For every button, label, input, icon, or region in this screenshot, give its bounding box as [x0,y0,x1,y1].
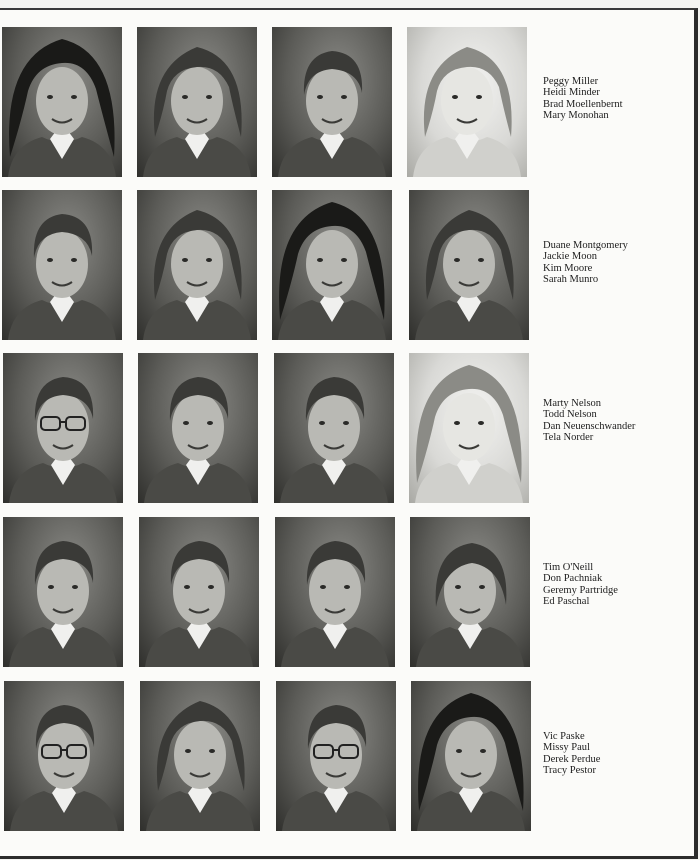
name-caption-list [543,562,688,608]
student-name: Tracy Pestor [543,765,596,777]
student-name: Brad Moellenbernt [543,98,623,110]
student-portrait-photo [275,517,395,667]
portrait-row [0,27,694,179]
student-portrait-photo [410,517,530,667]
student-name: Mary Monohan [543,110,609,122]
student-portrait-photo [274,353,394,503]
student-portrait-photo [409,353,529,503]
student-portrait-photo [137,190,257,340]
student-portrait-photo [407,27,527,177]
student-name: Geremy Partridge [543,584,618,596]
student-name: Marty Nelson [543,398,602,409]
student-portrait-photo [138,353,258,503]
student-name: Tela Norder [543,432,594,444]
student-portrait-photo [3,517,123,667]
student-portrait-photo [137,27,257,177]
portrait-row [0,517,694,669]
portrait-row [0,681,694,833]
student-portrait-photo [272,190,392,340]
student-name: Don Pachniak [543,573,603,585]
student-name: Heidi Minder [543,87,600,99]
student-name: Sarah Munro [543,274,599,286]
name-caption-list [543,76,688,122]
student-portrait-photo [409,190,529,340]
student-name: Vic Paske [543,731,585,742]
student-name: Kim Moore [543,262,593,274]
student-portrait-photo [411,681,531,831]
student-portrait-photo [4,681,124,831]
student-portrait-photo [2,27,122,177]
student-name: Dan Neuenschwander [543,420,636,432]
student-name: Missy Paul [543,742,590,754]
student-portrait-photo [140,681,260,831]
portrait-row [0,353,694,505]
student-portrait-photo [139,517,259,667]
student-name: Duane Montgomery [543,240,628,251]
student-name: Peggy Miller [543,76,599,87]
name-caption-list [543,240,688,286]
student-portrait-photo [272,27,392,177]
student-name: Todd Nelson [543,409,597,421]
student-name: Jackie Moon [543,251,597,263]
student-name: Tim O'Neill [543,562,594,573]
student-portrait-photo [3,353,123,503]
name-caption-list [543,731,688,777]
portrait-row [0,190,694,342]
name-caption-list [543,398,688,444]
student-name: Derek Perdue [543,753,601,765]
student-portrait-photo [276,681,396,831]
student-name: Ed Paschal [543,596,590,608]
student-portrait-photo [2,190,122,340]
